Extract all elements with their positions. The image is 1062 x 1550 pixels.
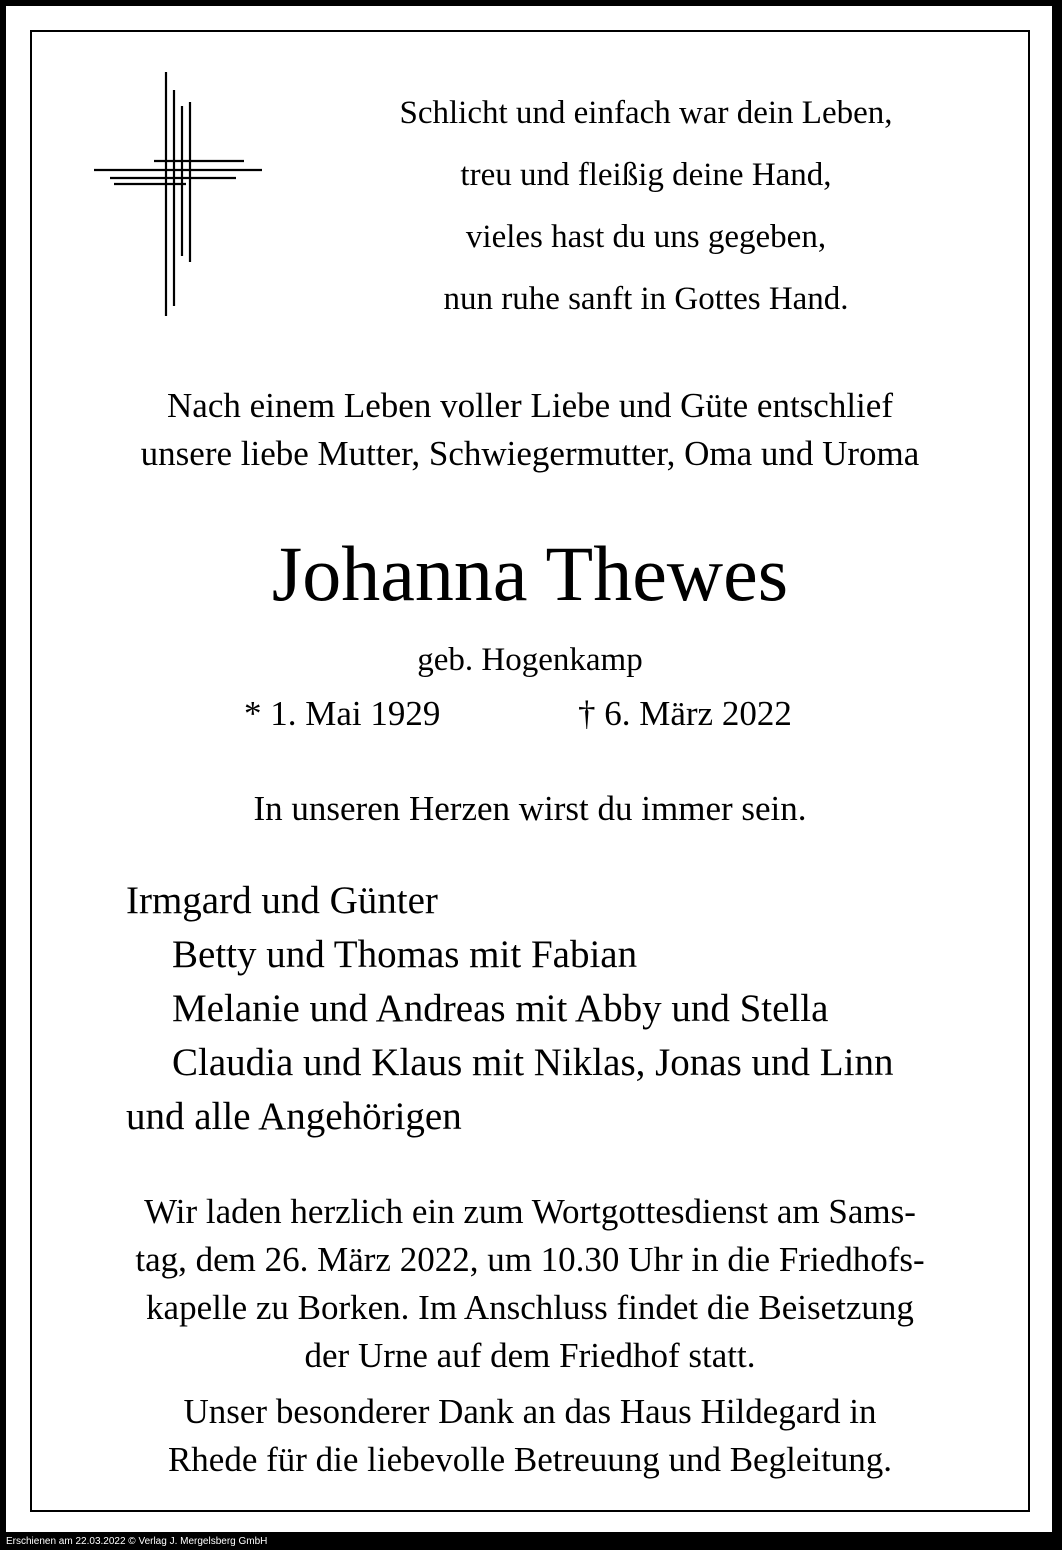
invitation-line: tag, dem 26. März 2022, um 10.30 Uhr in die Friedhofs- [135,1240,925,1279]
thanks-line: Rhede für die liebevolle Betreuung und Begleitung. [167,1440,893,1479]
intro-line: unsere liebe Mutter, Schwiegermutter, Oma und Uroma [140,434,920,473]
invitation-line: der Urne auf dem Friedhof statt. [304,1336,756,1375]
obituary-page [6,6,1052,1532]
poem-line: vieles hast du uns gegeben, [465,219,827,255]
publication-footer: Erschienen am 22.03.2022 © Verlag J. Mergelsberg GmbH [6,1536,268,1547]
family-member: Melanie und Andreas mit Abby und Stella [172,987,829,1030]
family-head: Irmgard und Günter [126,879,438,922]
family-member: Claudia und Klaus mit Niklas, Jonas und Linn [172,1041,894,1084]
intro-text [30,382,1030,478]
family-closing: und alle Angehörigen [126,1095,462,1138]
family-member: Betty und Thomas mit Fabian [172,933,638,976]
service-invitation [30,1188,1030,1380]
intro-line: Nach einem Leben voller Liebe und Güte entschlief [167,386,893,425]
deceased-name: Johanna Thewes [271,530,789,617]
thanks-note [30,1388,1030,1484]
cross-icon [86,66,266,322]
poem-line: nun ruhe sanft in Gottes Hand. [443,281,849,317]
memorial-quote: In unseren Herzen wirst du immer sein. [253,789,807,828]
death-date: † 6. März 2022 [578,694,792,733]
birth-date: * 1. Mai 1929 [244,694,441,733]
maiden-name: geb. Hogenkamp [417,642,643,678]
poem-line: Schlicht und einfach war dein Leben, [399,95,893,131]
thanks-line: Unser besonderer Dank an das Haus Hildegard in [183,1392,877,1431]
invitation-line: Wir laden herzlich ein zum Wortgottesdienst am Sams- [144,1192,916,1231]
poem [306,82,986,330]
family-list [126,874,893,1144]
invitation-line: kapelle zu Borken. Im Anschluss findet die Beisetzung [146,1288,914,1327]
poem-line: treu und fleißig deine Hand, [460,157,832,193]
